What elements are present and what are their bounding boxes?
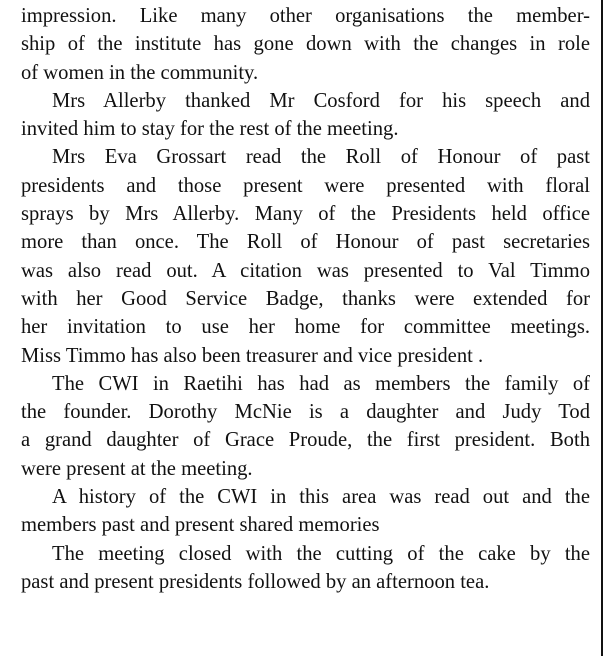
text-line: with her Good Service Badge, thanks were extended for [21,287,590,310]
text-line: impression. Like many other organisations the member- [21,5,590,27]
text-line: The meeting closed with the cutting of the cake by the [52,542,590,565]
text-line: invited him to stay for the rest of the meeting. [21,118,399,141]
text-line: was also read out. A citation was presented to Val Timmo [21,259,590,282]
text-line: sprays by Mrs Allerby. Many of the Presidents held office [21,203,590,226]
text-line: ship of the institute has gone down with the changes in role [21,33,590,56]
text-line: A history of the CWI in this area was read out and the [52,486,590,509]
text-line: of women in the community. [21,61,259,84]
text-line: Mrs Allerby thanked Mr Cosford for his speech and [52,89,590,112]
paragraph-2 [21,87,590,144]
article-column [21,2,590,596]
paragraph-6 [21,540,590,597]
paragraph-5 [21,483,590,540]
text-line: Miss Timmo has also been treasurer and vice president . [21,344,484,367]
text-line: The CWI in Raetihi has had as members the family of [52,372,590,395]
text-line: Mrs Eva Grossart read the Roll of Honour of past [52,146,590,169]
paragraph-1 [21,2,590,87]
text-line: her invitation to use her home for committee meetings. [21,316,590,339]
text-line: members past and present shared memories [21,514,380,537]
text-line: past and present presidents followed by an afternoon tea. [21,570,490,593]
text-line: more than once. The Roll of Honour of past secretaries [21,231,590,254]
paragraph-3 [21,143,590,369]
text-line: were present at the meeting. [21,457,253,480]
text-line: the founder. Dorothy McNie is a daughter and Judy Tod [21,401,590,424]
paragraph-4 [21,370,590,483]
text-line: a grand daughter of Grace Proude, the first president. Both [21,429,590,452]
text-line: presidents and those present were presented with floral [21,174,590,197]
